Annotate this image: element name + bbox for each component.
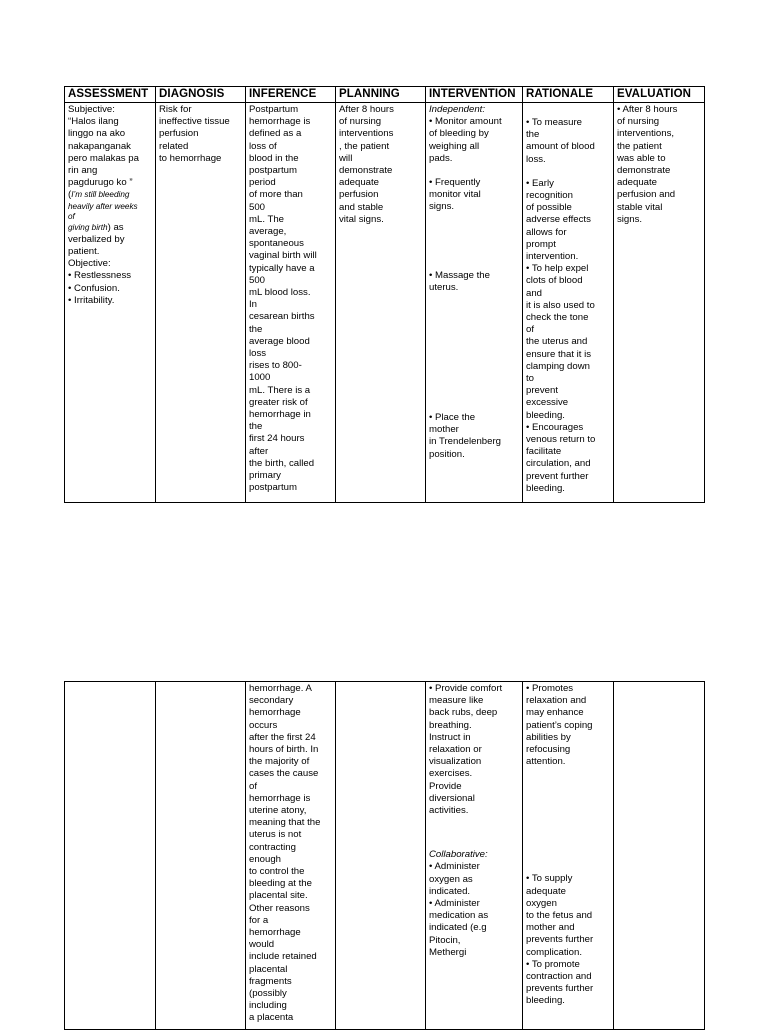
text-line: vital signs. xyxy=(339,213,384,225)
text-line: (possibly xyxy=(249,988,287,1000)
intervention-comfort-measures xyxy=(429,683,519,817)
text-line: vaginal birth will xyxy=(249,250,317,262)
text-line: adequate xyxy=(526,885,567,897)
text-line: of more than xyxy=(249,189,303,201)
text-line: • Irritability. xyxy=(68,294,115,306)
text-line: prevent further xyxy=(526,470,589,482)
text-line: ineffective tissue xyxy=(159,116,230,128)
text-line: fragments xyxy=(249,975,292,987)
text-line: • To promote xyxy=(526,958,580,970)
text-line: Instruct in xyxy=(429,731,471,743)
text-line: Objective: xyxy=(68,258,111,270)
text-line: average blood xyxy=(249,335,310,347)
text-line: the xyxy=(249,421,263,433)
text-line: oxygen xyxy=(526,897,557,909)
text-line: • Administer xyxy=(429,861,480,873)
header-diagnosis: DIAGNOSIS xyxy=(156,87,246,103)
text-line: hemorrhage is xyxy=(249,116,311,128)
text-line: venous return to xyxy=(526,434,596,446)
text-line: a placenta xyxy=(249,1012,294,1024)
text-line: • Administer xyxy=(429,898,480,910)
text-line: meaning that the xyxy=(249,817,321,829)
text-line: mL blood loss. xyxy=(249,287,311,299)
text-line: spontaneous xyxy=(249,238,304,250)
text-line: • After 8 hours xyxy=(617,104,678,115)
text-line: mL. There is a xyxy=(249,384,311,396)
text-line: perfusion xyxy=(159,128,199,140)
intervention-monitor-vitals xyxy=(429,177,519,214)
text-line: hemorrhage in xyxy=(249,409,311,421)
text-line: the patient xyxy=(617,140,662,152)
text-line: uterus. xyxy=(429,281,459,293)
evaluation-cell xyxy=(614,682,705,1030)
text-line: hours of birth. In xyxy=(249,744,319,756)
text-line: intervention. xyxy=(526,251,579,263)
text-line: bleeding. xyxy=(526,482,565,494)
text-line: loss xyxy=(249,348,267,360)
text-line: facilitate xyxy=(526,446,562,458)
text-line: • Restlessness xyxy=(68,270,132,282)
text-line: excessive xyxy=(526,397,569,409)
intervention-monitor-bleeding xyxy=(429,116,519,165)
text-line: After 8 hours xyxy=(339,104,394,115)
text-line: indicated (e.g xyxy=(429,922,487,934)
text-line: hemorrhage. A xyxy=(249,683,312,694)
text-line: nakapanganak xyxy=(68,140,131,152)
text-line: Risk for xyxy=(159,104,192,115)
text-line: Postpartum xyxy=(249,104,299,115)
text-line: mother and xyxy=(526,922,575,934)
text-line: • Monitor amount xyxy=(429,116,502,128)
text-line: adverse effects xyxy=(526,214,591,226)
text-line: Methergi xyxy=(429,946,467,958)
text-line: may enhance xyxy=(526,707,584,719)
diagnosis-cell xyxy=(156,682,246,1030)
text-line: refocusing xyxy=(526,744,571,756)
text-line: demonstrate xyxy=(339,165,393,177)
planning-cell xyxy=(336,682,426,1030)
text-line: average, xyxy=(249,226,287,238)
text-line: • Confusion. xyxy=(68,282,120,294)
care-plan-table-page-2 xyxy=(64,681,705,1030)
text-line: pero malakas pa xyxy=(68,152,139,164)
text-line: related xyxy=(159,140,189,152)
text-line: to xyxy=(526,373,535,385)
text-line: Pitocin, xyxy=(429,934,461,946)
text-line: the birth, called xyxy=(249,457,315,469)
evaluation-cell xyxy=(614,103,705,503)
assessment-objective xyxy=(68,234,152,307)
rationale-cell xyxy=(523,103,614,503)
text-line: loss. xyxy=(526,153,546,165)
text-line: postpartum xyxy=(249,482,297,494)
text-line: • To help expel xyxy=(526,263,589,275)
text-line: circulation, and xyxy=(526,458,591,470)
patient-quote: (I’m still bleeding heavily after weeks of giving birth) as xyxy=(68,189,138,233)
text-line: prevent xyxy=(526,385,558,397)
text-line: measure like xyxy=(429,695,484,707)
text-line: “Halos ilang xyxy=(68,116,119,128)
header-rationale: RATIONALE xyxy=(523,87,614,103)
text-line: linggo na ako xyxy=(68,128,126,140)
text-line: period xyxy=(249,177,276,189)
table-row xyxy=(65,103,705,503)
assessment-cell xyxy=(65,682,156,1030)
header-row xyxy=(65,87,705,103)
text-line: was able to xyxy=(617,152,666,164)
text-line: • Provide comfort xyxy=(429,683,503,694)
text-line: rin ang xyxy=(68,165,98,177)
text-line: 500 xyxy=(249,274,266,286)
text-line: the uterus and xyxy=(526,336,588,348)
text-line: prevents further xyxy=(526,934,594,946)
text-line: adequate xyxy=(617,177,658,189)
text-line: patient. xyxy=(68,246,100,258)
text-line: • Massage the xyxy=(429,269,490,281)
text-line: activities. xyxy=(429,805,469,817)
text-line: • Frequently xyxy=(429,177,481,189)
text-line: the xyxy=(249,323,263,335)
text-line: it is also used to xyxy=(526,299,595,311)
text-line: of nursing xyxy=(339,116,382,128)
text-line: Other reasons xyxy=(249,902,310,914)
text-line: for a xyxy=(249,914,269,926)
text-line: signs. xyxy=(429,201,455,213)
text-line: clamping down xyxy=(526,360,590,372)
text-line: occurs xyxy=(249,719,278,731)
text-line: • To measure xyxy=(526,117,582,128)
intervention-massage-uterus xyxy=(429,270,519,294)
text-line: to hemorrhage xyxy=(159,152,222,164)
text-line: secondary xyxy=(249,695,294,707)
text-line: back rubs, deep xyxy=(429,707,498,719)
text-line: loss of xyxy=(249,140,277,152)
text-line: mL. The xyxy=(249,213,285,225)
text-line: mother xyxy=(429,424,459,436)
text-line: include retained xyxy=(249,951,317,963)
text-line: complication. xyxy=(526,946,582,958)
text-line: recognition xyxy=(526,190,573,202)
header-inference: INFERENCE xyxy=(246,87,336,103)
rationale-oxygen xyxy=(526,873,610,1007)
text-line: and stable xyxy=(339,201,384,213)
text-line: medication as xyxy=(429,910,489,922)
rationale-relaxation xyxy=(526,683,610,768)
text-line: allows for xyxy=(526,226,567,238)
text-line: perfusion and xyxy=(617,189,676,201)
text-line: and xyxy=(526,287,543,299)
text-line: clots of blood xyxy=(526,275,583,287)
text-line: • Early xyxy=(526,177,554,189)
table-row xyxy=(65,682,705,1030)
header-assessment: ASSESSMENT xyxy=(65,87,156,103)
text-line: signs. xyxy=(617,213,643,225)
text-line: stable vital xyxy=(617,201,663,213)
text-line: ensure that it is xyxy=(526,348,592,360)
text-line: demonstrate xyxy=(617,165,671,177)
planning-cell xyxy=(336,103,426,503)
collaborative-label: Collaborative: xyxy=(429,849,488,861)
text-line: the xyxy=(526,129,540,141)
text-line: greater risk of xyxy=(249,396,308,408)
text-line: patient’s coping xyxy=(526,719,593,731)
diagnosis-cell xyxy=(156,103,246,503)
text-line: oxygen as xyxy=(429,873,473,885)
text-line: monitor vital xyxy=(429,189,481,201)
intervention-cell xyxy=(426,682,523,1030)
text-line: hemorrhage is xyxy=(249,792,311,804)
text-line: breathing. xyxy=(429,719,472,731)
text-line: placental xyxy=(249,963,288,975)
text-line: prompt xyxy=(526,238,556,250)
text-line: 500 xyxy=(249,201,266,213)
intervention-trendelenberg xyxy=(429,412,519,461)
text-line: verbalized by xyxy=(68,233,125,245)
text-line: of possible xyxy=(526,202,572,214)
text-line: Provide xyxy=(429,780,462,792)
text-line: relaxation or xyxy=(429,744,482,756)
text-line: • To supply xyxy=(526,873,573,885)
text-line: perfusion xyxy=(339,189,379,201)
rationale-cell xyxy=(523,682,614,1030)
text-line: abilities by xyxy=(526,731,571,743)
text-line: defined as a xyxy=(249,128,302,140)
text-line: of bleeding by xyxy=(429,128,489,140)
text-line: including xyxy=(249,1000,287,1012)
text-line: hemorrhage xyxy=(249,927,301,939)
assessment-subjective xyxy=(68,104,152,189)
text-line: placental site. xyxy=(249,890,308,902)
text-line: hemorrhage xyxy=(249,707,301,719)
text-line: primary xyxy=(249,470,281,482)
text-line: after the first 24 xyxy=(249,731,316,743)
text-line: position. xyxy=(429,448,465,460)
text-line: adequate xyxy=(339,177,380,189)
text-line: rises to 800- xyxy=(249,360,302,372)
text-line: relaxation and xyxy=(526,695,587,707)
text-line: blood in the xyxy=(249,152,299,164)
text-line: weighing all xyxy=(429,140,480,152)
intervention-cell xyxy=(426,103,523,503)
text-line: pagdurugo ko ” xyxy=(68,177,133,189)
text-line: 1000 xyxy=(249,372,271,384)
text-line: • Encourages xyxy=(526,421,584,433)
text-line: of xyxy=(249,780,258,792)
text-line: exercises. xyxy=(429,768,473,780)
header-intervention: INTERVENTION xyxy=(426,87,523,103)
header-planning: PLANNING xyxy=(336,87,426,103)
text-line: contraction and xyxy=(526,971,592,983)
text-line: amount of blood xyxy=(526,141,595,153)
text-line: indicated. xyxy=(429,885,471,897)
text-line: of nursing xyxy=(617,116,660,128)
text-line: pads. xyxy=(429,152,453,164)
text-line: bleeding. xyxy=(526,995,565,1007)
text-line: , the patient xyxy=(339,140,390,152)
text-line: uterus is not xyxy=(249,829,302,841)
rationale-early-recognition xyxy=(526,178,610,495)
text-line: bleeding. xyxy=(526,409,565,421)
header-evaluation: EVALUATION xyxy=(614,87,705,103)
text-line: interventions, xyxy=(617,128,675,140)
text-line: check the tone xyxy=(526,312,589,324)
text-line: would xyxy=(249,939,275,951)
text-line: postpartum xyxy=(249,165,297,177)
text-line: • Promotes xyxy=(526,683,574,694)
inference-cell xyxy=(246,103,336,503)
text-line: attention. xyxy=(526,756,566,768)
care-plan-table-page-1 xyxy=(64,86,705,503)
rationale-measure-blood xyxy=(526,117,610,166)
text-line: typically have a xyxy=(249,262,315,274)
text-line: will xyxy=(339,152,353,164)
text-line: first 24 hours xyxy=(249,433,305,445)
inference-cell xyxy=(246,682,336,1030)
text-line: • Place the xyxy=(429,412,476,424)
text-line: interventions xyxy=(339,128,394,140)
intervention-collaborative xyxy=(429,861,519,959)
text-line: cesarean births xyxy=(249,311,315,323)
text-line: Subjective: xyxy=(68,104,115,115)
text-line: uterine atony, xyxy=(249,805,307,817)
text-line: cases the cause xyxy=(249,768,319,780)
independent-label: Independent: xyxy=(429,104,486,115)
text-line: the majority of xyxy=(249,756,310,768)
text-line: In xyxy=(249,299,258,311)
text-line: visualization xyxy=(429,756,482,768)
text-line: to the fetus and xyxy=(526,910,593,922)
text-line: after xyxy=(249,445,269,457)
text-line: enough xyxy=(249,853,282,865)
text-line: in Trendelenberg xyxy=(429,436,502,448)
text-line: of xyxy=(526,324,535,336)
text-line: diversional xyxy=(429,792,475,804)
text-line: contracting xyxy=(249,841,296,853)
text-line: to control the xyxy=(249,866,305,878)
text-line: prevents further xyxy=(526,983,594,995)
text-line: bleeding at the xyxy=(249,878,312,890)
assessment-cell xyxy=(65,103,156,503)
